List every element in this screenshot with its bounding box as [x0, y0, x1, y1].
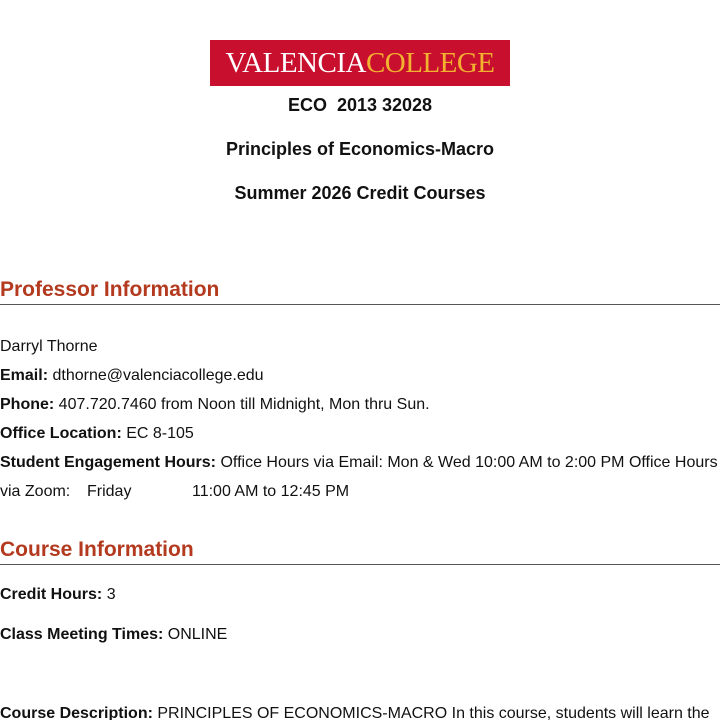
- credit-hours-value: 3: [106, 586, 116, 603]
- email-label: Email:: [0, 367, 49, 384]
- zoom-hours-row: [0, 482, 720, 502]
- section-divider: [0, 304, 720, 305]
- course-description-label: Course Description:: [0, 705, 153, 720]
- zoom-day: Friday: [87, 483, 132, 500]
- office-row: [0, 424, 720, 444]
- office-label: Office Location:: [0, 425, 122, 442]
- credit-hours-row: [0, 585, 720, 605]
- course-description-row: [0, 704, 720, 720]
- meeting-times-label: Class Meeting Times:: [0, 626, 164, 643]
- course-information-heading: Course Information: [0, 538, 194, 561]
- professor-name: Darryl Thorne: [0, 338, 98, 355]
- logo-word-college: COLLEGE: [365, 47, 495, 79]
- phone-value: 407.720.7460 from Noon till Midnight, Mon thru Sun.: [58, 396, 430, 413]
- engagement-label: Student Engagement Hours:: [0, 454, 217, 471]
- email-row: [0, 366, 720, 386]
- credit-hours-label: Credit Hours:: [0, 586, 103, 603]
- valencia-college-logo: [210, 40, 510, 86]
- course-code: ECO 2013 32028: [287, 95, 433, 115]
- meeting-times-value: ONLINE: [167, 626, 228, 643]
- zoom-prefix: via Zoom:: [0, 483, 71, 500]
- course-description-value: PRINCIPLES OF ECONOMICS-MACRO In this course, students will learn the: [157, 705, 710, 720]
- section-divider: [0, 564, 720, 565]
- logo-word-valencia: VALENCIA: [225, 47, 366, 79]
- phone-label: Phone:: [0, 396, 55, 413]
- engagement-row: [0, 453, 720, 473]
- professor-information-heading: Professor Information: [0, 278, 220, 301]
- zoom-time: 11:00 AM to 12:45 PM: [192, 483, 350, 500]
- meeting-times-row: [0, 625, 720, 645]
- course-term: Summer 2026 Credit Courses: [234, 183, 486, 203]
- engagement-value: Office Hours via Email: Mon & Wed 10:00 AM to 2:00 PM Office Hours: [220, 454, 718, 471]
- office-value: EC 8-105: [126, 425, 194, 442]
- phone-row: [0, 395, 720, 415]
- email-value[interactable]: dthorne@valenciacollege.edu: [52, 367, 264, 384]
- course-title: Principles of Economics-Macro: [225, 139, 495, 159]
